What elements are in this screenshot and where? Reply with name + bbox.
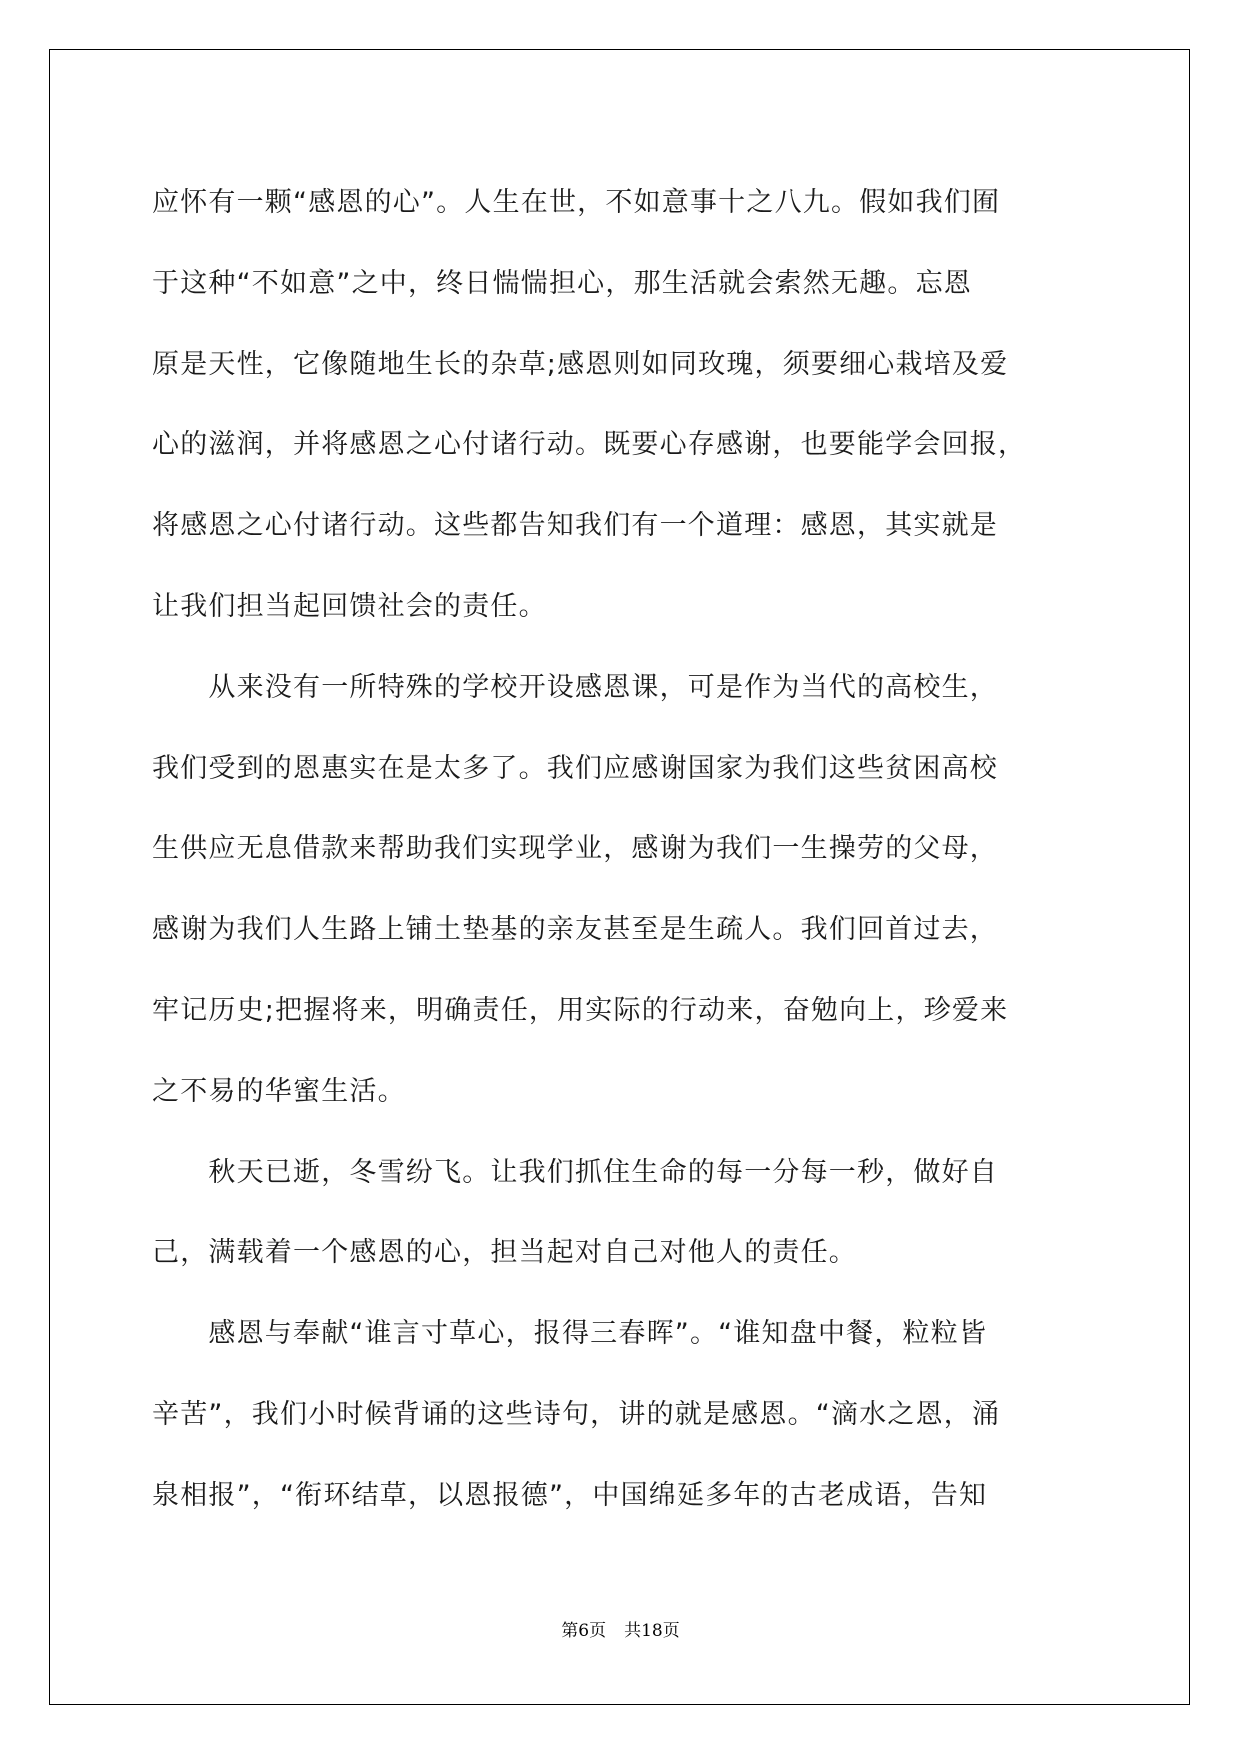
text-line: 让我们担当起回馈社会的责任。 xyxy=(152,590,547,622)
text-line: 心的滋润，并将感恩之心付诸行动。既要心存感谢，也要能学会回报， xyxy=(152,429,1027,461)
current-page-number: 第6页 xyxy=(561,1621,607,1641)
text-line: 牢记历史;把握将来，明确责任，用实际的行动来，奋勉向上，珍爱来 xyxy=(152,994,1009,1026)
text-line: 从来没有一所特殊的学校开设感恩课，可是作为当代的高校生， xyxy=(152,671,998,703)
page-footer xyxy=(0,1621,1241,1641)
text-line: 我们受到的恩惠实在是太多了。我们应感谢国家为我们这些贫困高校 xyxy=(152,752,998,784)
body-text xyxy=(152,163,1092,1537)
text-line: 感谢为我们人生路上铺土垫基的亲友甚至是生疏人。我们回首过去， xyxy=(152,914,998,946)
text-line: 应怀有一颗“感恩的心”。人生在世，不如意事十之八九。假如我们囿 xyxy=(152,187,1001,218)
text-line: 之不易的华蜜生活。 xyxy=(152,1075,406,1107)
text-line: 泉相报”，“衔环结草，以恩报德”，中国绵延多年的古老成语，告知 xyxy=(152,1479,988,1511)
text-line: 感恩与奉献“谁言寸草心，报得三春晖”。“谁知盘中餐，粒粒皆 xyxy=(152,1318,988,1350)
text-line: 将感恩之心付诸行动。这些都告知我们有一个道理：感恩，其实就是 xyxy=(152,510,998,542)
total-page-count: 共18页 xyxy=(624,1621,680,1641)
text-line: 秋天已逝，冬雪纷飞。让我们抓住生命的每一分每一秒，做好自 xyxy=(152,1156,998,1188)
text-line: 辛苦”，我们小时候背诵的这些诗句，讲的就是感恩。“滴水之恩，涌 xyxy=(152,1398,1001,1430)
text-line: 生供应无息借款来帮助我们实现学业，感谢为我们一生操劳的父母， xyxy=(152,833,998,865)
text-line: 于这种“不如意”之中，终日惴惴担心，那生活就会索然无趣。忘恩 xyxy=(152,267,972,299)
text-line: 己，满载着一个感恩的心，担当起对自己对他人的责任。 xyxy=(152,1237,857,1269)
text-line: 原是天性，它像随地生长的杂草;感恩则如同玫瑰，须要细心栽培及爱 xyxy=(152,348,1009,380)
